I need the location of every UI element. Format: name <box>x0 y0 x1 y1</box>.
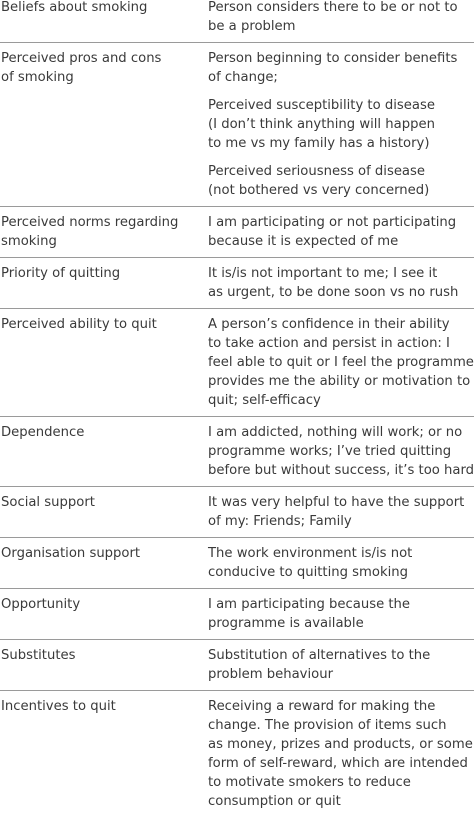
description-paragraph <box>208 493 472 531</box>
table-row <box>0 258 474 309</box>
description-line: feel able to quit or I feel the programme <box>208 355 474 370</box>
factor-label-line: Social support <box>1 495 95 510</box>
table-row <box>0 487 474 538</box>
description-line: Perceived seriousness of disease <box>208 164 425 179</box>
factor-cell <box>0 315 208 410</box>
description-line: A person’s confidence in their ability <box>208 317 450 332</box>
description-paragraph <box>208 213 472 251</box>
table-row <box>0 43 474 207</box>
table-row <box>0 309 474 417</box>
description-line: Substitution of alternatives to the <box>208 648 431 663</box>
description-cell <box>208 697 474 811</box>
description-line: Person beginning to consider benefits <box>208 51 458 66</box>
description-line: I am participating because the <box>208 597 411 612</box>
description-line: I am participating or not participating <box>208 215 457 230</box>
table-row <box>0 640 474 691</box>
factor-cell <box>0 697 208 811</box>
table-row <box>0 417 474 487</box>
table-row <box>0 589 474 640</box>
factor-cell <box>0 49 208 200</box>
description-line: consumption or quit <box>208 794 341 809</box>
description-cell <box>208 49 474 200</box>
description-line: Person considers there to be or not to <box>208 0 458 15</box>
description-line: It is/is not important to me; I see it <box>208 266 438 281</box>
factor-label-line: Dependence <box>1 425 85 440</box>
description-paragraph <box>208 96 472 153</box>
table-row <box>0 207 474 258</box>
factor-cell <box>0 0 208 36</box>
description-paragraph <box>208 697 473 811</box>
description-cell <box>208 315 474 410</box>
factor-cell <box>0 544 208 582</box>
description-line: to motivate smokers to reduce <box>208 775 411 790</box>
factor-label-line: Perceived pros and cons <box>1 51 162 66</box>
description-line: before but without success, it’s too hard <box>208 463 474 478</box>
description-paragraph <box>208 264 472 302</box>
description-line: I am addicted, nothing will work; or no <box>208 425 463 440</box>
factor-label-line: Incentives to quit <box>1 699 116 714</box>
description-line: as urgent, to be done soon vs no rush <box>208 285 459 300</box>
description-line: form of self-reward, which are intended <box>208 756 468 771</box>
description-line: (not bothered vs very concerned) <box>208 183 430 198</box>
factor-label-line: smoking <box>1 234 57 249</box>
table-row <box>0 538 474 589</box>
description-cell <box>208 423 474 480</box>
factor-label-line: of smoking <box>1 70 74 85</box>
description-line: to take action and persist in action: I <box>208 336 450 351</box>
description-paragraph <box>208 423 474 480</box>
description-cell <box>208 595 474 633</box>
table-row <box>0 691 474 817</box>
table-row <box>0 0 474 43</box>
description-cell <box>208 213 474 251</box>
description-line: It was very helpful to have the support <box>208 495 465 510</box>
factor-label-line: Priority of quitting <box>1 266 121 281</box>
description-line: change. The provision of items such <box>208 718 447 733</box>
description-cell <box>208 646 474 684</box>
factor-cell <box>0 423 208 480</box>
factor-cell <box>0 264 208 302</box>
factor-label-line: Opportunity <box>1 597 81 612</box>
description-paragraph <box>208 0 472 36</box>
description-line: programme is available <box>208 616 364 631</box>
description-line: conducive to quitting smoking <box>208 565 408 580</box>
description-line: The work environment is/is not <box>208 546 413 561</box>
factor-cell <box>0 493 208 531</box>
description-line: programme works; I’ve tried quitting <box>208 444 452 459</box>
description-line: be a problem <box>208 19 296 34</box>
factor-label-line: Organisation support <box>1 546 141 561</box>
description-line: Perceived susceptibility to disease <box>208 98 435 113</box>
factor-cell <box>0 646 208 684</box>
factor-label-line: Beliefs about smoking <box>1 0 148 15</box>
description-paragraph <box>208 162 472 200</box>
factor-cell <box>0 595 208 633</box>
description-cell <box>208 544 474 582</box>
description-paragraph <box>208 646 472 684</box>
description-line: (I don’t think anything will happen <box>208 117 435 132</box>
description-paragraph <box>208 49 472 87</box>
description-line: of change; <box>208 70 278 85</box>
description-paragraph <box>208 315 474 410</box>
description-paragraph <box>208 544 472 582</box>
description-cell <box>208 0 474 36</box>
description-line: to me vs my family has a history) <box>208 136 430 151</box>
description-paragraph <box>208 595 472 633</box>
factor-cell <box>0 213 208 251</box>
description-line: as money, prizes and products, or some <box>208 737 473 752</box>
description-line: Receiving a reward for making the <box>208 699 436 714</box>
description-line: quit; self-efficacy <box>208 393 321 408</box>
description-line: of my: Friends; Family <box>208 514 352 529</box>
factor-label-line: Substitutes <box>1 648 76 663</box>
description-line: because it is expected of me <box>208 234 399 249</box>
factor-label-line: Perceived norms regarding <box>1 215 179 230</box>
description-line: problem behaviour <box>208 667 333 682</box>
description-cell <box>208 493 474 531</box>
description-cell <box>208 264 474 302</box>
factor-label-line: Perceived ability to quit <box>1 317 157 332</box>
description-line: provides me the ability or motivation to <box>208 374 471 389</box>
